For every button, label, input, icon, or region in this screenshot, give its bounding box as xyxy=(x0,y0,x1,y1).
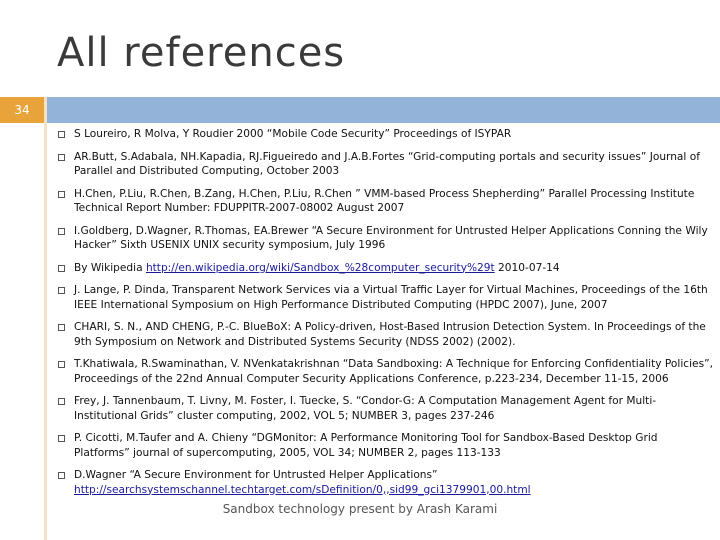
reference-text: H.Chen, P.Liu, R.Chen, B.Zang, H.Chen, P.Liu, R.Chen ” VMM-based Process Shepherding” Parallel Processing Institute Technical Report Number: FDUPPITR-2007-08002 August 2007 xyxy=(74,187,695,214)
reference-list xyxy=(56,127,716,497)
reference-item xyxy=(56,261,716,276)
reference-text: I.Goldberg, D.Wagner, R.Thomas, EA.Brewer “A Secure Environment for Untrusted Helper Applications Conning the Wily Hacker” Sixth USENIX UNIX security symposium, July 1996 xyxy=(74,224,708,251)
reference-link[interactable]: http://en.wikipedia.org/wiki/Sandbox_%28computer_security%29t xyxy=(145,261,495,274)
reference-item xyxy=(56,394,716,423)
reference-text: Frey, J. Tannenbaum, T. Livny, M. Foster, I. Tuecke, S. “Condor-G: A Computation Management Agent for Multi-Institutional Grids” cluster computing, 2002, VOL 5; NUMBER 3, pages 237-246 xyxy=(74,395,657,422)
reference-item xyxy=(56,320,716,349)
reference-text: T.Khatiwala, R.Swaminathan, V. NVenkatakrishnan “Data Sandboxing: A Technique for Enforcing Confidentiality Policies”, Proceedings of the 22nd Annual Computer Security Applications Conference, p.223-234, December 11-15, 2006 xyxy=(74,358,713,385)
bullet-icon xyxy=(58,398,65,405)
reference-text: S Loureiro, R Molva, Y Roudier 2000 “Mobile Code Security” Proceedings of ISYPAR xyxy=(74,128,512,140)
bullet-icon xyxy=(58,472,65,479)
reference-text: J. Lange, P. Dinda, Transparent Network Services via a Virtual Traffic Layer for Virtual Machines, Proceedings of the 16th IEEE International Symposium on High Performance Distributed Computing (HPDC 2007), June, 2007 xyxy=(74,284,708,311)
reference-item xyxy=(56,224,716,253)
slide-number: 34 xyxy=(0,97,44,123)
header-band xyxy=(47,97,720,123)
reference-text: AR.Butt, S.Adabala, NH.Kapadia, RJ.Figueiredo and J.A.B.Fortes “Grid-computing portals and security issues” Journal of Parallel and Distributed Computing, October 2003 xyxy=(74,150,700,177)
reference-text-after: 2010-07-14 xyxy=(494,261,560,274)
reference-item xyxy=(56,283,716,312)
reference-item xyxy=(56,187,716,216)
bullet-icon xyxy=(58,228,65,235)
reference-item xyxy=(56,127,716,142)
reference-link[interactable]: http://searchsystemschannel.techtarget.com/sDefinition/0,,sid99_gci1379901,00.html xyxy=(74,483,531,496)
slide-footer: Sandbox technology present by Arash Karami xyxy=(222,502,498,516)
reference-item xyxy=(56,357,716,386)
reference-item xyxy=(56,150,716,179)
bullet-icon xyxy=(58,131,65,138)
reference-item xyxy=(56,431,716,460)
reference-text: D.Wagner “A Secure Environment for Untrusted Helper Applications” xyxy=(74,469,438,481)
bullet-icon xyxy=(58,324,65,331)
bullet-icon xyxy=(58,361,65,368)
bullet-icon xyxy=(58,265,65,272)
reference-text: By Wikipedia xyxy=(74,261,146,274)
reference-item xyxy=(56,468,716,497)
bullet-icon xyxy=(58,287,65,294)
reference-text: CHARI, S. N., AND CHENG, P.-C. BlueBoX: A Policy-driven, Host-Based Intrusion Detection System. In Proceedings of the 9th Symposium on Network and Distributed Systems Security (NDSS 2002) (2002). xyxy=(74,321,706,348)
bullet-icon xyxy=(58,191,65,198)
reference-text: P. Cicotti, M.Taufer and A. Chieny “DGMonitor: A Performance Monitoring Tool for Sandbox-Based Desktop Grid Platforms” journal of supercomputing, 2005, VOL 34; NUMBER 2, pages 113-133 xyxy=(74,432,658,459)
slide-title: All references xyxy=(57,30,346,76)
left-rule xyxy=(44,97,47,540)
bullet-icon xyxy=(58,435,65,442)
bullet-icon xyxy=(58,154,65,161)
